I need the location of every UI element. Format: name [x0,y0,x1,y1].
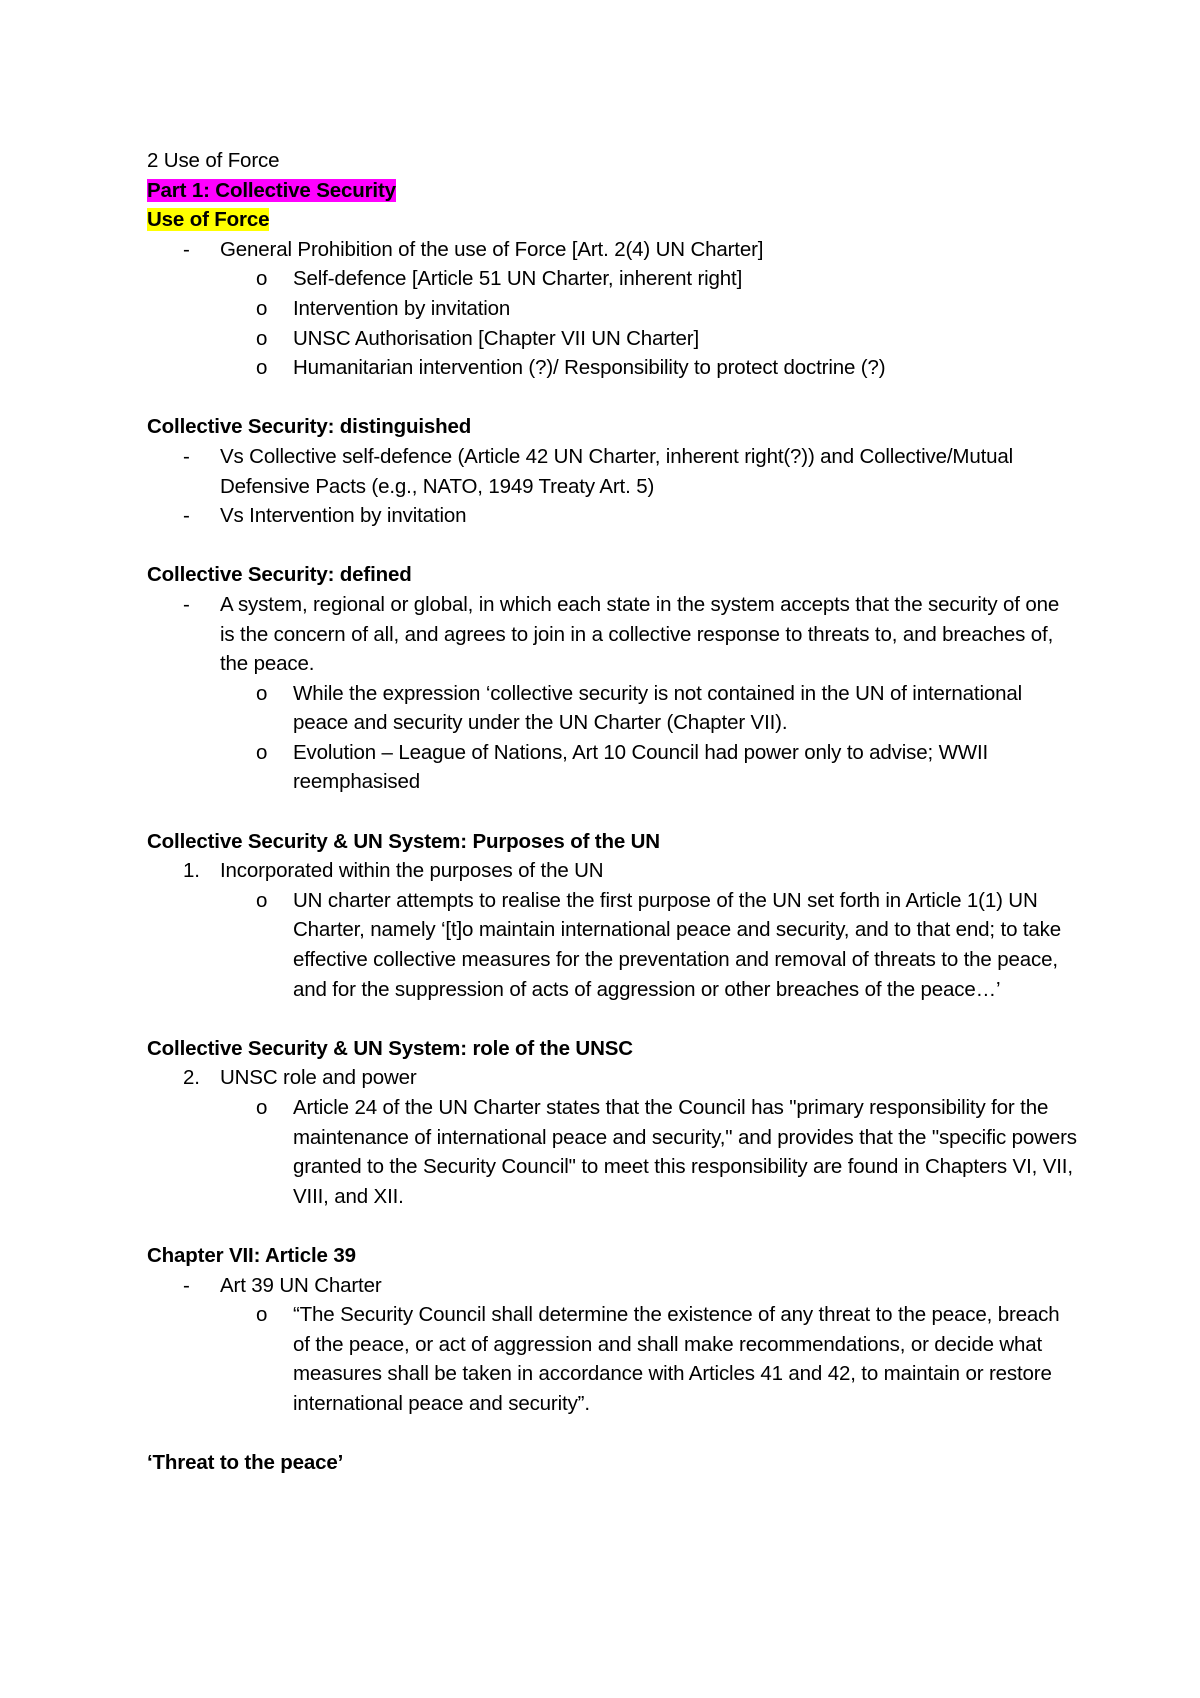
list-item: 2. UNSC role and power [147,1063,1077,1093]
list-item: 1. Incorporated within the purposes of the UN [147,856,1077,886]
list-item: o UNSC Authorisation [Chapter VII UN Charter] [147,324,1077,354]
circle-bullet: o [256,326,268,350]
circle-bullet: o [256,888,268,912]
section-heading-purposes: Collective Security & UN System: Purposes of the UN [147,829,660,853]
list-item: o UN charter attempts to realise the first purpose of the UN set forth in Article 1(1) UN Charter, namely ‘[t]o maintain international peace and security, and to that end; to take effective collective measures for the preventation and removal of threats to the peace, and for the suppression of acts of aggression or other breaches of the peace…’ [147,886,1077,1004]
circle-bullet: o [256,267,268,291]
dash-bullet: - [183,444,190,468]
list-item: o Evolution – League of Nations, Art 10 Council had power only to advise; WWII reemphasised [147,738,1077,797]
list-item: - Vs Collective self-defence (Article 42 UN Charter, inherent right(?)) and Collective/Mutual Defensive Pacts (e.g., NATO, 1949 Treaty Art. 5) [147,442,1077,501]
section-heading-article-39: Chapter VII: Article 39 [147,1243,356,1267]
circle-bullet: o [256,681,268,705]
dash-bullet: - [183,592,190,616]
circle-bullet: o [256,1096,268,1119]
section-heading-distinguished: Collective Security: distinguished [147,415,472,439]
list-item: - Art 39 UN Charter [147,1271,1077,1301]
list-item: o Intervention by invitation [147,294,1077,324]
section-heading-defined: Collective Security: defined [147,563,412,587]
dash-bullet: - [183,1273,190,1297]
list-item: o “The Security Council shall determine the existence of any threat to the peace, breach of the peace, or act of aggression and shall make recommendations, or decide what measures shall be taken in accordance with Articles 41 and 42, to maintain or restore international peace and security”. [147,1300,1077,1418]
document-page [147,146,1077,1478]
circle-bullet: o [256,740,268,764]
circle-bullet: o [256,296,268,320]
dash-bullet: - [183,504,190,528]
list-item: - Vs Intervention by invitation [147,501,1077,531]
list-item: o While the expression ‘collective security is not contained in the UN of international peace and security under the UN Charter (Chapter VII). [147,679,1077,738]
list-number: 1. [183,859,200,883]
list-item: - General Prohibition of the use of Force [Art. 2(4) UN Charter] [147,235,1077,265]
section-heading-use-of-force: Use of Force [147,208,270,232]
list-number: 2. [183,1066,200,1090]
document-title: 2 Use of Force [147,149,280,172]
list-item: o Self-defence [Article 51 UN Charter, inherent right] [147,264,1077,294]
dash-bullet: - [183,237,190,261]
section-heading-unsc-role: Collective Security & UN System: role of the UNSC [147,1036,633,1060]
section-heading-threat-to-peace: ‘Threat to the peace’ [147,1451,344,1475]
list-item: o Humanitarian intervention (?)/ Responsibility to protect doctrine (?) [147,353,1077,383]
list-item: - A system, regional or global, in which each state in the system accepts that the security of one is the concern of all, and agrees to join in a collective response to threats to, and breaches of, the peace. [147,590,1077,679]
circle-bullet: o [256,356,268,380]
list-item: o Article 24 of the UN Charter states that the Council has "primary responsibility for the maintenance of international peace and security," and provides that the "specific powers granted to the Security Council" to meet this responsibility are found in Chapters VI, VII, VIII, and XII. [147,1093,1077,1211]
part-heading: Part 1: Collective Security [147,178,396,202]
circle-bullet: o [256,1303,268,1327]
